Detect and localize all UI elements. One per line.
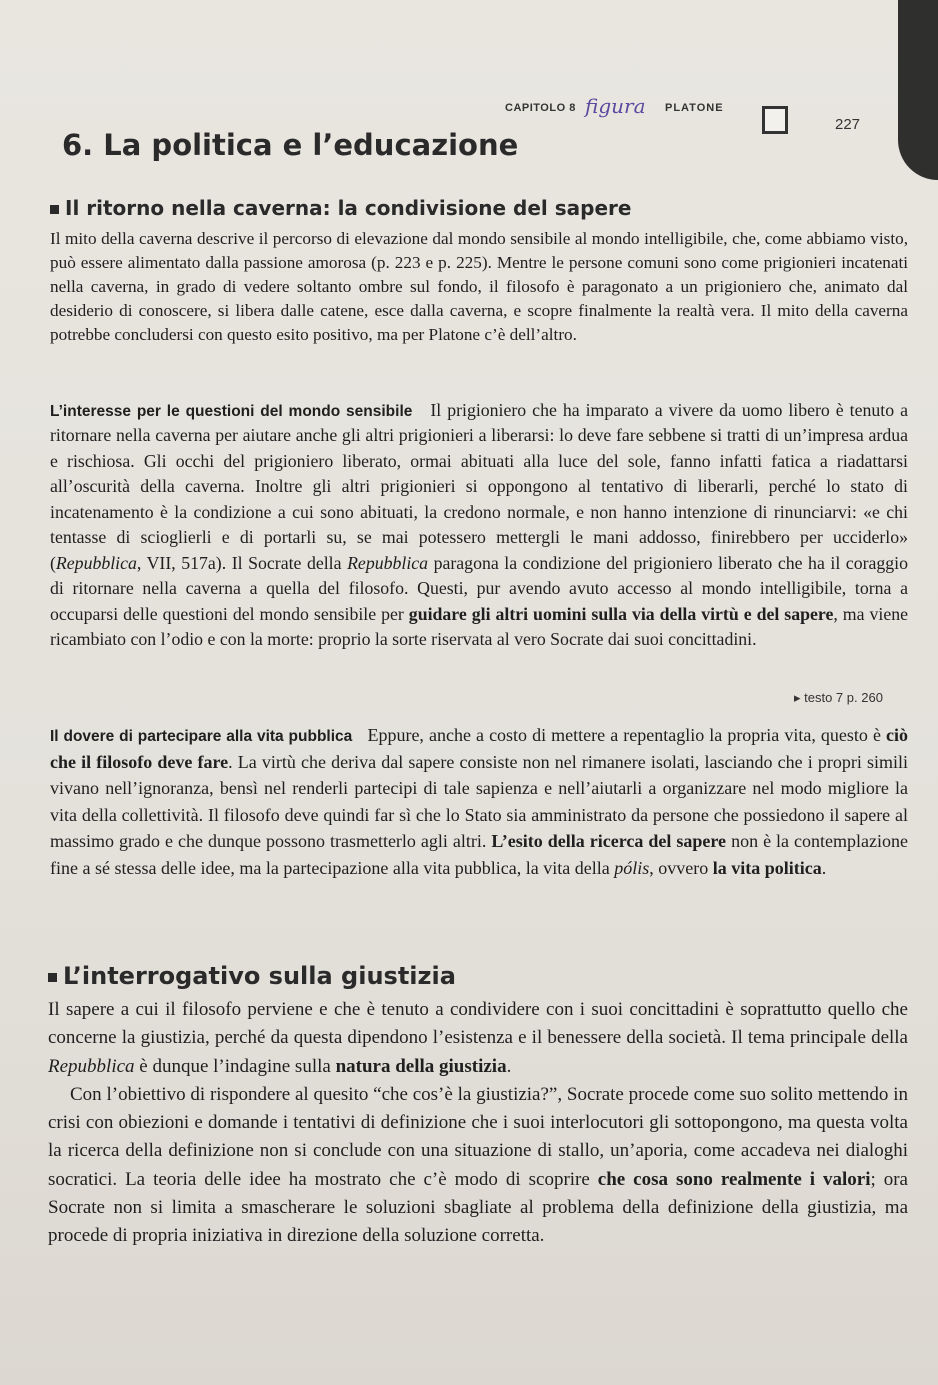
giustizia-p1-c: .: [506, 1055, 512, 1077]
giustizia-p2-b: ; ora Socrate non si limita a smascherare le soluzioni sbagliate al problema della definizione della giustizia, ma procede di propria iniziativa in direzione della soluzione corretta.: [48, 1168, 908, 1247]
subsection-1-heading-wrap: [50, 196, 910, 220]
chapter-label: CAPITOLO 8: [505, 102, 576, 114]
handwritten-note: figura: [585, 94, 646, 118]
interesse-text-c: paragona la condizione del prigioniero liberato che ha il coraggio di ritornare nella caverna a quella del filosofo. Questi, pur avendo avuto accesso al mondo intelligibile, torna a occuparsi delle questioni del mondo sensibile per: [50, 552, 909, 624]
subsection-2-title: [48, 962, 908, 990]
dovere-text-d: , ovvero: [649, 857, 713, 878]
subsection-2-title-text: L’interrogativo sulla giustizia: [63, 962, 456, 990]
bullet-square-icon: [48, 973, 57, 982]
interesse-repubblica: Repubblica: [347, 552, 429, 573]
page-number: 227: [835, 116, 861, 133]
dovere-paragraph-text: [50, 722, 908, 881]
subsection-2-heading-wrap: [48, 962, 908, 990]
dovere-bold-a: ciò che il filosofo deve fare: [50, 725, 909, 772]
author-label: PLATONE: [665, 102, 724, 114]
interesse-bold: guidare gli altri uomini sulla via della virtù e del sapere: [408, 603, 834, 624]
running-header: [505, 94, 905, 133]
dovere-polis: pólis: [614, 857, 650, 878]
giustizia-p1-b: è dunque l’indagine sulla: [134, 1055, 336, 1077]
interesse-text-d: , ma viene ricambiato con l’odio e con la morte: proprio la sorte riservata al vero Socrate dai suoi concittadini.: [50, 603, 908, 649]
header-square-icon: [762, 106, 788, 134]
intro-paragraph-text: Il mito della caverna descrive il percorso di elevazione dal mondo sensibile al mondo intelligibile, che, come abbiamo visto, può essere alimentato dalla passione amorosa (p. 223 e p. 225). Mentre le persone comuni sono come prigionieri incatenati nella caverna, in grado di vedere soltanto ombre sul fondo, il filosofo è paragonato a un prigioniero che, animato dal desiderio di conoscere, si libera dalle catene, esce dalla caverna, e scopre finalmente la realtà vera. Il mito della caverna potrebbe concludersi con questo esito positivo, ma per Platone c’è dell’altro.: [50, 229, 908, 344]
dovere-paragraph: [50, 722, 908, 881]
page-edge-shadow: [898, 0, 938, 180]
dovere-text-a: Eppure, anche a costo di mettere a repentaglio la propria vita, questo è: [367, 725, 887, 745]
giustizia-p1-bold: natura della giustizia: [335, 1055, 507, 1077]
interesse-lead: L’interesse per le questioni del mondo sensibile: [50, 403, 413, 420]
interesse-text-b: , VII, 517a). Il Socrate della: [136, 552, 348, 573]
giustizia-p2-a: Con l’obiettivo di rispondere al quesito “che cos’è la giustizia?”, Socrate procede come suo solito mettendo in crisi con obiezioni e domande i tentativi di definizione che i suoi interlocutori gli sottopongono, ma questa volta la ricerca della definizione non si conclude con una situazione di stallo, un’aporia, come accadeva nei dialoghi socratici. La teoria delle idee ha mostrato che c’è modo di scoprire: [48, 1083, 908, 1190]
testo-reference-link[interactable]: ▸ testo 7 p. 260: [794, 690, 883, 705]
subsection-1-title-text: Il ritorno nella caverna: la condivisione del sapere: [65, 196, 632, 220]
giustizia-p2-text: [48, 1081, 908, 1251]
bullet-square-icon: [50, 205, 59, 214]
dovere-text-c: non è la contemplazione fine a sé stessa delle idee, ma la partecipazione alla vita pubblica, la vita della: [50, 831, 908, 878]
intro-paragraph: [50, 227, 908, 347]
giustizia-paragraph-1: [48, 996, 908, 1251]
interesse-cite: Repubblica: [55, 552, 137, 573]
interesse-paragraph-text: [50, 398, 908, 652]
dovere-bold-c: la vita politica: [712, 857, 822, 878]
section-title: 6. La politica e l’educazione: [62, 128, 519, 162]
giustizia-p1-a: Il sapere a cui il filosofo perviene e che è tenuto a condividere con i suoi concittadini è soprattutto quello che concerne la giustizia, perché da questa dipendono l’esistenza e il benessere della società. Il tema principale della: [48, 999, 908, 1049]
giustizia-p2-bold: che cosa sono realmente i valori: [597, 1168, 871, 1190]
interesse-text-a: Il prigioniero che ha imparato a vivere da uomo libero è tenuto a ritornare nella caverna per aiutare anche gli altri prigionieri a liberarsi: lo deve fare sebbene si tratti di un’impresa ardua e rischiosa. Gli occhi del prigioniero liberato, ormai abituati alla luce del sole, fanno infatti fatica a riadattarsi all’oscurità della caverna. Inoltre gli altri prigionieri si oppongono al tentativo di liberarli, perché lo stato di incatenamento è la condizione a cui sono abituati, la credono normale, e non hanno intenzione di rinunciarvi: «e chi tentasse di scioglierli e di portarli su, se mai potessero mettergli le mani addosso, finirebbero per ucciderlo» (: [50, 400, 908, 573]
dovere-text-e: .: [821, 857, 827, 878]
dovere-text-b: . La virtù che deriva dal sapere consiste non nel rimanere isolati, lasciando che i propri simili vivano nell’ignoranza, bensì nel renderli partecipi di tale sapienza e nell’aiutarli a organizzare nel modo migliore la vita della collettività. Il filosofo deve quindi far sì che lo Stato sia amministrato da persone che possiedono il sapere al massimo grado e che dunque possono trasmetterlo agli altri.: [50, 751, 909, 852]
giustizia-p1-italic: Repubblica: [48, 1055, 135, 1077]
giustizia-p1-text: [48, 996, 908, 1081]
dovere-bold-b: L’esito della ricerca del sapere: [491, 831, 727, 852]
dovere-lead: Il dovere di partecipare alla vita pubblica: [50, 728, 353, 745]
subsection-1-title: [50, 196, 910, 220]
interesse-paragraph: [50, 398, 908, 652]
